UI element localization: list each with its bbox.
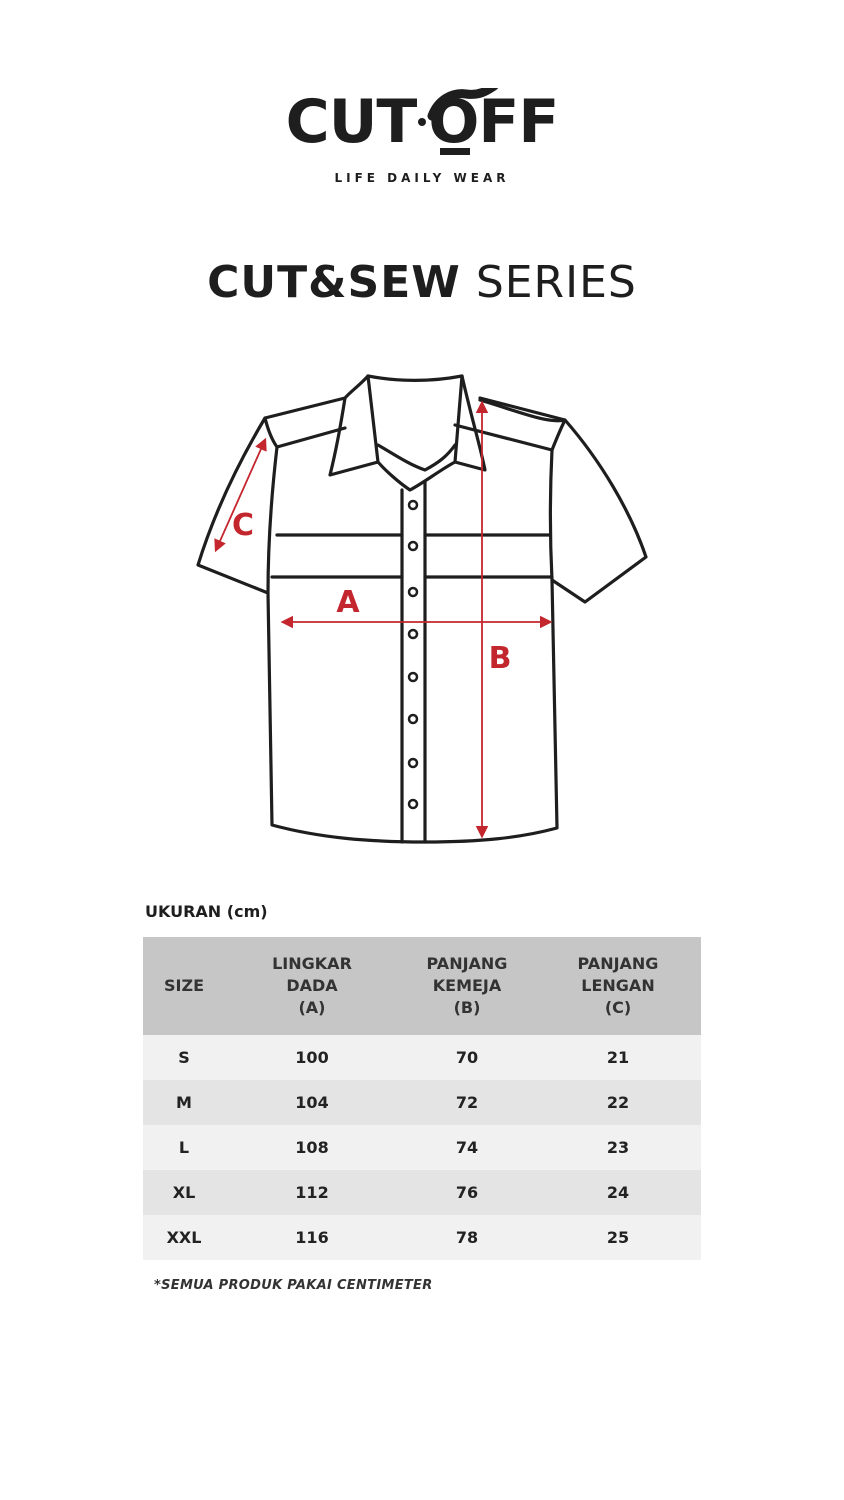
- table-row: [143, 1170, 701, 1215]
- cell-sleeve: 23: [535, 1125, 701, 1170]
- button-4: [409, 630, 417, 638]
- cell-sleeve: 21: [535, 1035, 701, 1080]
- header-chest: [225, 937, 399, 1035]
- header-sleeve: [535, 937, 701, 1035]
- header-chest-line3: (A): [298, 998, 326, 1017]
- shirt-right-armhole: [551, 450, 553, 580]
- cell-chest: 108: [225, 1125, 399, 1170]
- shirt-right-yoke: [455, 400, 565, 450]
- measure-a-label: A: [336, 585, 360, 620]
- series-title: [0, 255, 844, 311]
- cell-length: 74: [399, 1125, 535, 1170]
- button-1: [409, 501, 417, 509]
- series-title-light: SERIES: [475, 257, 637, 308]
- shirt-left-armhole: [268, 447, 277, 593]
- header-length-line2: KEMEJA: [432, 976, 502, 995]
- cell-chest: 104: [225, 1080, 399, 1125]
- header-sleeve-line3: (C): [604, 998, 632, 1017]
- logo-dot-icon: [418, 118, 426, 126]
- size-table-caption: UKURAN (cm): [145, 902, 268, 921]
- cell-chest: 116: [225, 1215, 399, 1260]
- cell-chest: 100: [225, 1035, 399, 1080]
- footnote: *SEMUA PRODUK PAKAI CENTIMETER: [154, 1278, 433, 1293]
- shirt-buttons: [409, 501, 417, 808]
- header-sleeve-line1: PANJANG: [577, 954, 659, 973]
- header-sleeve-line2: LENGAN: [581, 976, 655, 995]
- cell-size: XL: [143, 1170, 225, 1215]
- button-5: [409, 673, 417, 681]
- shirt-diagram: [0, 360, 844, 860]
- button-2: [409, 542, 417, 550]
- table-row: [143, 1215, 701, 1260]
- series-title-bold: CUT&SEW: [207, 257, 461, 308]
- shirt-placket: [402, 482, 425, 842]
- cell-size: L: [143, 1125, 225, 1170]
- button-7: [409, 759, 417, 767]
- button-8: [409, 800, 417, 808]
- logo-right-text: OFF: [428, 87, 559, 157]
- size-table: [143, 937, 701, 1260]
- measure-b-label: B: [488, 641, 512, 676]
- measure-c-label: C: [231, 508, 255, 543]
- cell-chest: 112: [225, 1170, 399, 1215]
- logo-tagline: LIFE DAILY WEAR: [334, 171, 510, 185]
- shirt-collar-inner: [368, 376, 378, 462]
- header-chest-line2: DADA: [286, 976, 338, 995]
- table-row: [143, 1035, 701, 1080]
- size-table-header-row: [143, 937, 701, 1035]
- header-length-line1: PANJANG: [426, 954, 508, 973]
- shirt-collar-inner-right: [455, 376, 462, 462]
- cell-size: XXL: [143, 1215, 225, 1260]
- cell-length: 78: [399, 1215, 535, 1260]
- brand-logo: [0, 88, 844, 188]
- cell-sleeve: 25: [535, 1215, 701, 1260]
- cell-sleeve: 22: [535, 1080, 701, 1125]
- cell-length: 70: [399, 1035, 535, 1080]
- shirt-outline: [198, 376, 646, 842]
- table-row: [143, 1125, 701, 1170]
- cell-size: M: [143, 1080, 225, 1125]
- cell-length: 72: [399, 1080, 535, 1125]
- button-3: [409, 588, 417, 596]
- cell-size: S: [143, 1035, 225, 1080]
- shirt-neck-band: [378, 445, 455, 470]
- table-row: [143, 1080, 701, 1125]
- cell-sleeve: 24: [535, 1170, 701, 1215]
- header-size: [143, 937, 225, 1035]
- header-size-label: SIZE: [163, 976, 204, 995]
- header-chest-line1: LINGKAR: [272, 954, 352, 973]
- shirt-body-outline: [198, 398, 646, 842]
- logo-wordmark: [0, 87, 844, 157]
- logo-left-text: CUT: [285, 87, 417, 157]
- shirt-left-yoke: [265, 418, 345, 447]
- header-length-line3: (B): [453, 998, 481, 1017]
- header-length: [399, 937, 535, 1035]
- button-6: [409, 715, 417, 723]
- cell-length: 76: [399, 1170, 535, 1215]
